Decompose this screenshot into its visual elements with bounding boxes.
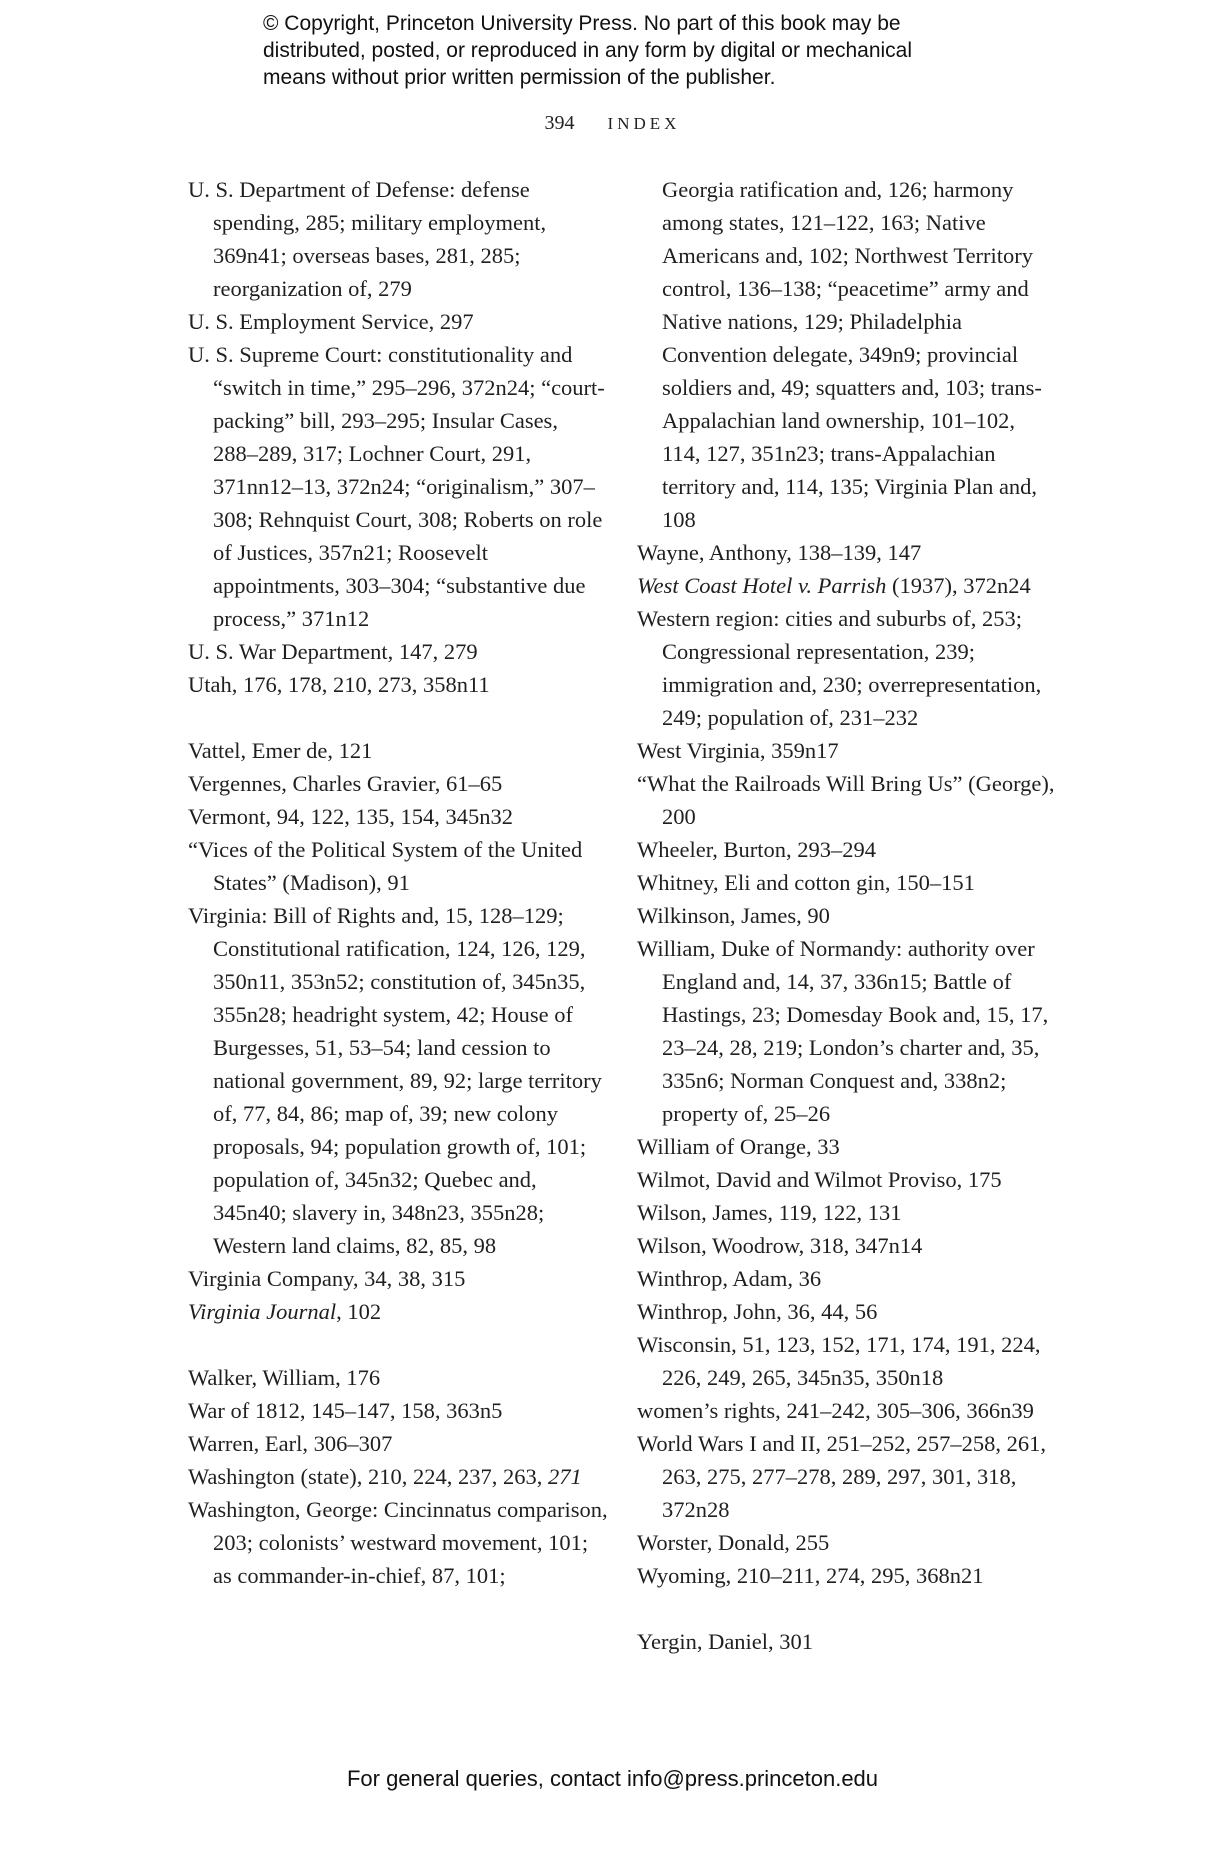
index-entry	[637, 866, 1057, 899]
index-entry-text: U. S. War Department, 147, 279	[188, 639, 478, 664]
index-entry	[637, 1526, 1057, 1559]
index-entry-text: “What the Railroads Will Bring Us” (George), 200	[637, 771, 1055, 829]
index-entry-text: Walker, William, 176	[188, 1365, 381, 1390]
index-entry	[637, 1427, 1057, 1526]
section-title: INDEX	[607, 114, 681, 133]
index-entry	[637, 1559, 1057, 1592]
index-entry-text: Wayne, Anthony, 138–139, 147	[637, 540, 922, 565]
index-entry-title-italic: West Coast Hotel v. Parrish	[637, 573, 887, 598]
index-entry-text: Worster, Donald, 255	[637, 1530, 830, 1555]
index-entry	[637, 1394, 1057, 1427]
index-entry-text: World Wars I and II, 251–252, 257–258, 261, 263, 275, 277–278, 289, 297, 301, 318, 372n28	[637, 1431, 1047, 1522]
index-entry-text: Utah, 176, 178, 210, 273, 358n11	[188, 672, 490, 697]
index-entry-title-italic: Virginia Journal	[188, 1299, 337, 1324]
index-entry-text: Winthrop, Adam, 36	[637, 1266, 822, 1291]
index-entry	[637, 899, 1057, 932]
index-entry-text: U. S. Supreme Court: constitutionality and “switch in time,” 295–296, 372n24; “court-packing” bill, 293–295; Insular Cases, 288–289, 317; Lochner Court, 291, 371nn12–13, 372n24; “originalism,” 307–308; Rehnquist Court, 308; Roberts on role of Justices, 357n21; Roosevelt appointments, 303–304; “substantive due process,” 371n12	[188, 342, 605, 631]
index-entry-text: Washington, George: Cincinnatus comparison, 203; colonists’ westward movement, 101; as commander-in-chief, 87, 101;	[188, 1497, 608, 1588]
index-entry-text: Winthrop, John, 36, 44, 56	[637, 1299, 878, 1324]
index-entry	[637, 602, 1057, 734]
index-entry-text: Virginia: Bill of Rights and, 15, 128–129; Constitutional ratification, 124, 126, 129, 350n11, 353n52; constitution of, 345n35, 355n28; headright system, 42; House of Burgesses, 51, 53–54; land cession to national government, 89, 92; large territory of, 77, 84, 86; map of, 39; new colony proposals, 94; population growth of, 101; population of, 345n32; Quebec and, 345n40; slavery in, 348n23, 355n28; Western land claims, 82, 85, 98	[188, 903, 602, 1258]
index-entry	[637, 1229, 1057, 1262]
index-entry	[188, 1262, 608, 1295]
index-entry	[188, 1394, 608, 1427]
index-entry	[637, 767, 1057, 833]
index-entry-text: Vergennes, Charles Gravier, 61–65	[188, 771, 503, 796]
index-entry	[637, 833, 1057, 866]
index-entry	[188, 1295, 608, 1328]
letter-group-gap	[637, 1592, 1057, 1625]
index-entry	[637, 1328, 1057, 1394]
index-entry	[637, 1130, 1057, 1163]
index-entry	[637, 734, 1057, 767]
index-entry	[188, 800, 608, 833]
index-entry	[637, 569, 1057, 602]
index-entry-text: , 102	[336, 1299, 382, 1324]
index-column-left	[188, 173, 608, 1592]
index-entry-text: women’s rights, 241–242, 305–306, 366n39	[637, 1398, 1034, 1423]
index-entry-text: West Virginia, 359n17	[637, 738, 839, 763]
index-entry	[637, 1295, 1057, 1328]
index-entry-text: “Vices of the Political System of the United States” (Madison), 91	[188, 837, 583, 895]
letter-group-gap	[188, 701, 608, 734]
index-entry	[188, 1361, 608, 1394]
copyright-notice: © Copyright, Princeton University Press. No part of this book may be distributed, posted, or reproduced in any form by digital or mechanical means without prior written permission of the publisher.	[263, 12, 913, 89]
index-entry-text: William of Orange, 33	[637, 1134, 840, 1159]
index-entry-text: Wilson, James, 119, 122, 131	[637, 1200, 902, 1225]
index-entry	[188, 305, 608, 338]
index-entry-text: Virginia Company, 34, 38, 315	[188, 1266, 466, 1291]
index-entry	[188, 338, 608, 635]
index-entry-text: Vattel, Emer de, 121	[188, 738, 373, 763]
index-entry-text: Wilkinson, James, 90	[637, 903, 830, 928]
index-entry-text: Wisconsin, 51, 123, 152, 171, 174, 191, 224, 226, 249, 265, 345n35, 350n18	[637, 1332, 1041, 1390]
index-entry	[637, 1625, 1057, 1658]
index-entry-continued	[637, 173, 1057, 536]
index-entry-text: Whitney, Eli and cotton gin, 150–151	[637, 870, 975, 895]
index-entry-text: Washington (state), 210, 224, 237, 263,	[188, 1464, 549, 1489]
index-entry-text: William, Duke of Normandy: authority over England and, 14, 37, 336n15; Battle of Hastings, 23; Domesday Book and, 15, 17, 23–24, 28, 219; London’s charter and, 35, 335n6; Norman Conquest and, 338n2; property of, 25–26	[637, 936, 1049, 1126]
index-entry	[188, 1427, 608, 1460]
index-entry-text: (1937), 372n24	[886, 573, 1031, 598]
index-entry	[188, 833, 608, 899]
index-column-right	[637, 173, 1057, 1658]
index-entry-text: Wilson, Woodrow, 318, 347n14	[637, 1233, 923, 1258]
index-entry-text: U. S. Employment Service, 297	[188, 309, 474, 334]
index-entry	[188, 1493, 608, 1592]
index-entry	[188, 668, 608, 701]
running-head	[0, 112, 1225, 135]
index-entry-text: Georgia ratification and, 126; harmony among states, 121–122, 163; Native Americans and, 102; Northwest Territory control, 136–138; “peacetime” army and Native nations, 129; Philadelphia Convention delegate, 349n9; provincial soldiers and, 49; squatters and, 103; trans-Appalachian land ownership, 101–102, 114, 127, 351n23; trans-Appalachian territory and, 114, 135; Virginia Plan and, 108	[662, 177, 1042, 532]
index-entry-text: Western region: cities and suburbs of, 253; Congressional representation, 239; immigration and, 230; overrepresentation, 249; population of, 231–232	[637, 606, 1042, 730]
index-entry-text: Wilmot, David and Wilmot Proviso, 175	[637, 1167, 1002, 1192]
index-entry	[637, 536, 1057, 569]
letter-group-gap	[188, 1328, 608, 1361]
index-entry	[188, 734, 608, 767]
index-entry-text: U. S. Department of Defense: defense spending, 285; military employment, 369n41; overseas bases, 281, 285; reorganization of, 279	[188, 177, 547, 301]
index-entry-text: War of 1812, 145–147, 158, 363n5	[188, 1398, 503, 1423]
footer-contact: For general queries, contact info@press.princeton.edu	[346, 1766, 879, 1791]
page-number: 394	[544, 112, 575, 134]
index-entry-text: Wheeler, Burton, 293–294	[637, 837, 877, 862]
index-entry	[188, 1460, 608, 1493]
index-entry-text: Yergin, Daniel, 301	[637, 1629, 814, 1654]
index-entry	[637, 1163, 1057, 1196]
index-entry	[637, 932, 1057, 1130]
index-entry	[188, 173, 608, 305]
index-entry	[637, 1262, 1057, 1295]
index-entry	[637, 1196, 1057, 1229]
index-entry-title-italic: 271	[548, 1464, 582, 1489]
index-entry	[188, 635, 608, 668]
index-entry	[188, 767, 608, 800]
index-entry-text: Warren, Earl, 306–307	[188, 1431, 393, 1456]
index-entry	[188, 899, 608, 1262]
index-entry-text: Wyoming, 210–211, 274, 295, 368n21	[637, 1563, 984, 1588]
index-entry-text: Vermont, 94, 122, 135, 154, 345n32	[188, 804, 513, 829]
